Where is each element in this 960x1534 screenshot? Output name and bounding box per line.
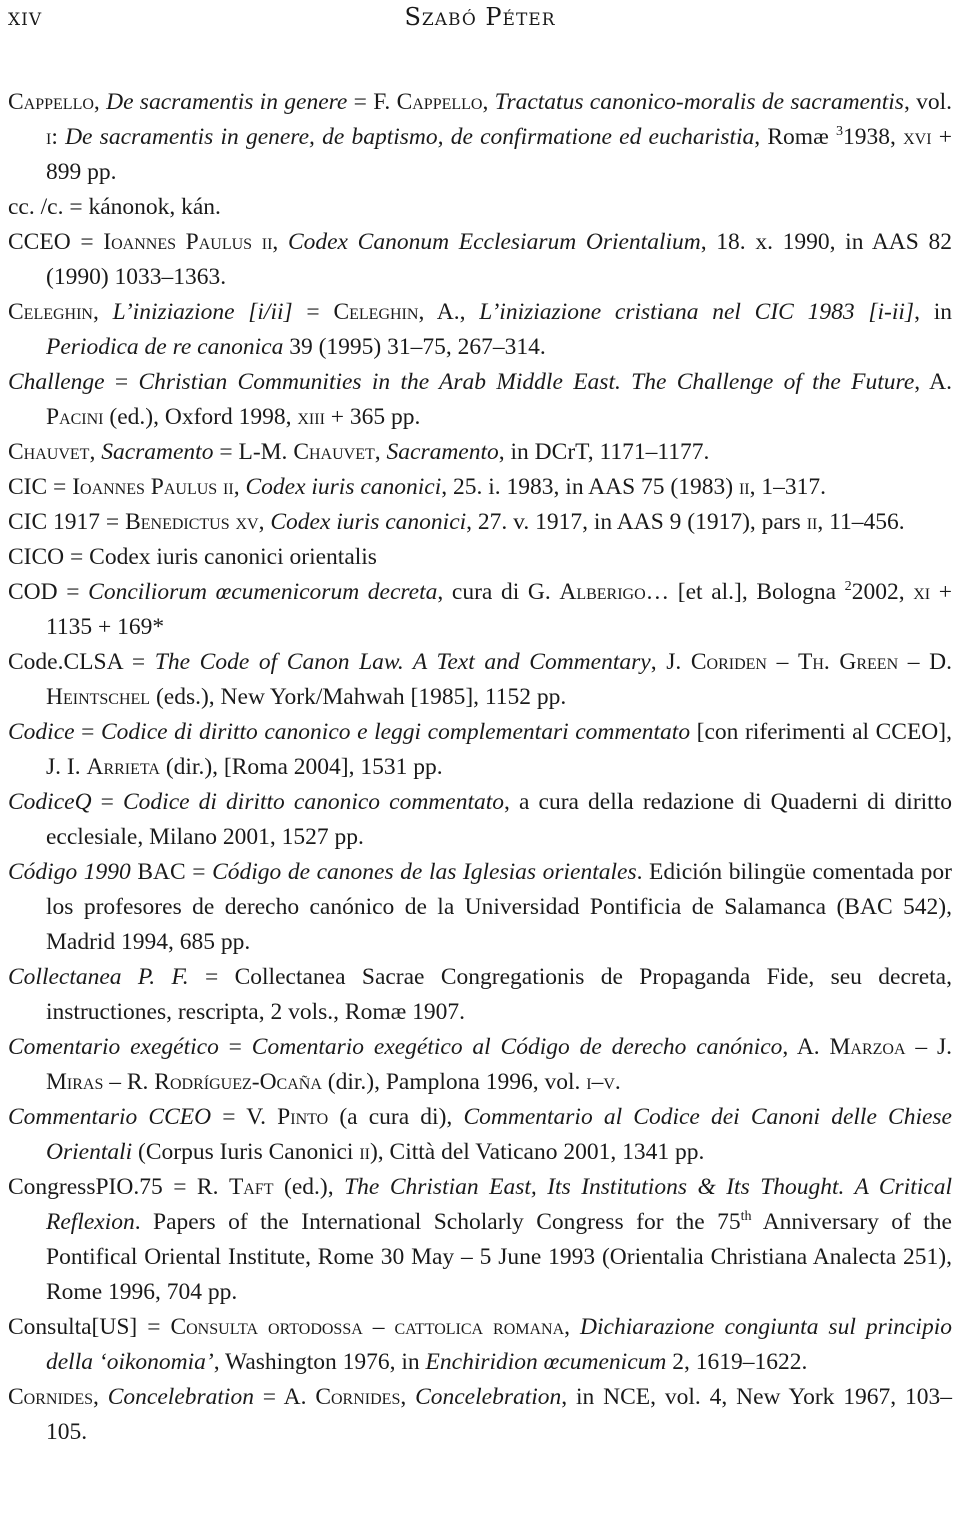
entry-text: cc. /c. = kánonok, kán.: [8, 194, 221, 220]
entry-text: i–v: [586, 1069, 615, 1095]
entry-codiceq: [8, 785, 952, 855]
entry-text: Codice: [8, 719, 75, 745]
entry-text: Concelebration: [107, 1384, 254, 1410]
entry-text: Challenge: [8, 369, 105, 395]
entry-comentario: [8, 1030, 952, 1100]
entry-text: =: [104, 369, 139, 395]
entry-text: 2, 1619–1622.: [666, 1349, 808, 1375]
entry-congresspio: [8, 1170, 952, 1310]
entry-text: (a cura di),: [328, 1104, 464, 1130]
entry-text: Consulta ortodossa – cattolica romana: [170, 1314, 565, 1340]
entry-text: Periodica de re canonica: [46, 334, 284, 360]
entry-text: = L-M.: [213, 439, 294, 465]
entry-text: Benedictus xv: [125, 509, 259, 535]
entry-cod: [8, 575, 952, 645]
entry-text: CodiceQ: [8, 789, 92, 815]
entry-text: Código 1990: [8, 859, 131, 885]
entry-text: – R.: [103, 1069, 155, 1095]
entry-text: Coriden: [690, 649, 767, 675]
entry-text: Rodríguez-Ocaña: [154, 1069, 322, 1095]
entry-text: L’iniziazione [i/ii]: [112, 299, 293, 325]
entry-text: Collectanea P. F.: [8, 964, 189, 990]
entry-text: , A.,: [418, 299, 480, 325]
entry-text: Consulta[US] =: [8, 1314, 171, 1340]
entry-text: =: [74, 719, 101, 745]
entry-text: , Washington 1976, in: [213, 1349, 426, 1375]
entry-text: Celeghin: [8, 299, 93, 325]
entry-text: , 11–456.: [817, 509, 905, 535]
entry-text: Código de canones de las Iglesias orientales: [212, 859, 637, 885]
entry-text: ,: [89, 439, 102, 465]
entry-text: ,: [400, 1384, 416, 1410]
entry-text: Dichiarazione congiunta sul principio della ‘oikonomia’: [46, 1314, 952, 1375]
entry-text: – D.: [898, 649, 952, 675]
entry-text: = V.: [211, 1104, 278, 1130]
entry-text: Heintschel: [46, 684, 151, 710]
entry-text: = Collectanea Sacrae Congregationis de Propaganda Fide, seu decreta, instructiones, rescripta, 2 vols., Romæ 1907.: [46, 964, 952, 1025]
entry-text: + 1135 + 169*: [46, 579, 952, 640]
entry-text: Ioannes Paulus ii: [72, 474, 234, 500]
entry-text: Conciliorum œcumenicorum decreta: [88, 579, 438, 605]
entry-text: . Edición bilingüe comentada por los profesores de derecho canónico de la Universidad Pontificia de Salamanca (BAC 542), Madrid 1994, 685 pp.: [46, 859, 952, 955]
entry-text: Pinto: [277, 1104, 329, 1130]
entry-text: Celeghin: [333, 299, 419, 325]
entry-text: – J.: [905, 1034, 952, 1060]
entry-code-clsa: [8, 645, 952, 715]
entry-text: , in: [914, 299, 952, 325]
entry-text: (Corpus Iuris Canonici: [132, 1139, 360, 1165]
entry-text: + 899 pp.: [46, 124, 953, 185]
entry-chauvet: [8, 435, 952, 470]
entry-text: , 27. v. 1917, in AAS 9 (1917), pars: [466, 509, 807, 535]
entry-text: Chauvet: [8, 439, 90, 465]
entry-text: Pacini: [46, 404, 104, 430]
entry-text: … [et al.], Bologna: [645, 579, 845, 605]
entry-text: Cappello: [396, 89, 483, 115]
entry-text: Ioannes Paulus ii: [103, 229, 273, 255]
entry-text: 1938,: [843, 124, 904, 150]
entry-text: th: [740, 1208, 752, 1225]
entry-text: Commentario CCEO: [8, 1104, 212, 1130]
entry-text: ii: [359, 1139, 370, 1165]
entry-text: ii: [806, 509, 818, 535]
entry-text: Marzoa: [829, 1034, 906, 1060]
entry-text: De sacramentis in genere: [106, 89, 348, 115]
entry-text: xvi: [903, 124, 932, 150]
entry-text: =: [91, 789, 123, 815]
entry-codigo-1990: [8, 855, 952, 960]
entry-text: Cornides: [315, 1384, 401, 1410]
entry-text: ii: [738, 474, 750, 500]
entry-cico: [8, 540, 952, 575]
entry-text: Tractatus canonico-moralis de sacramentis: [494, 89, 904, 115]
entry-text: ,: [233, 474, 246, 500]
entry-text: ,: [93, 89, 107, 115]
entry-text: (ed.),: [273, 1174, 345, 1200]
entry-text: Concelebration: [415, 1384, 562, 1410]
entry-cic1917: [8, 505, 952, 540]
entry-text: ,: [258, 509, 271, 535]
entry-text: (ed.), Oxford 1998,: [103, 404, 298, 430]
entry-text: :: [51, 124, 66, 150]
running-head: Szabó Péter: [404, 3, 556, 31]
entry-text: = A.: [253, 1384, 316, 1410]
entry-text: 3: [835, 123, 844, 140]
entry-text: 2002,: [851, 579, 914, 605]
page-number: xiv: [8, 3, 43, 31]
entry-text: ,: [482, 89, 495, 115]
entry-text: , Romæ: [754, 124, 836, 150]
entry-text: Chauvet: [293, 439, 375, 465]
entry-text: ,: [374, 439, 387, 465]
entry-text: Anniversary of the Pontifical Oriental Institute, Rome 30 May – 5 June 1993 (Orientalia Christiana Analecta 251), Rome 1996, 704 pp.: [46, 1209, 952, 1305]
entry-text: Codex Canonum Ecclesiarum Orientalium: [287, 229, 701, 255]
entry-cic: [8, 470, 952, 505]
entry-text: Sacramento: [386, 439, 499, 465]
entry-text: Taft: [228, 1174, 274, 1200]
entry-text: + 365 pp.: [324, 404, 421, 430]
entry-text: xi: [913, 579, 931, 605]
entry-text: .: [614, 1069, 621, 1095]
entry-text: , cura di G.: [437, 579, 560, 605]
entry-text: The Code of Canon Law. A Text and Commentary: [154, 649, 651, 675]
entry-text: Code.CLSA =: [8, 649, 155, 675]
entry-cceo: [8, 225, 952, 295]
entry-text: , in DCrT, 1171–1177.: [498, 439, 710, 465]
entry-text: Arrieta: [86, 754, 160, 780]
entry-text: –: [766, 649, 798, 675]
entry-text: =: [292, 299, 334, 325]
entry-text: ,: [93, 1384, 108, 1410]
entry-text: Codex iuris canonici: [245, 474, 442, 500]
page-header: [0, 0, 960, 34]
entry-text: (dir.), [Roma 2004], 1531 pp.: [159, 754, 443, 780]
entry-text: Comentario exegético: [8, 1034, 219, 1060]
entry-cornides: [8, 1380, 952, 1450]
entry-text: Christian Communities in the Arab Middle East. The Challenge of the Future: [138, 369, 915, 395]
entry-text: L’iniziazione cristiana nel CIC 1983 [i-ii]: [479, 299, 915, 325]
entry-text: Codice di diritto canonico commentato: [123, 789, 505, 815]
entry-text: ,: [272, 229, 288, 255]
entry-text: Miras: [46, 1069, 104, 1095]
entry-text: De sacramentis in genere, de baptismo, de confirmatione ed eucharistia: [65, 124, 755, 150]
entry-text: CIC =: [8, 474, 73, 500]
entry-text: Enchiridion œcumenicum: [425, 1349, 667, 1375]
entry-text: Commentario al Codice dei Canoni delle Chiese Orientali: [46, 1104, 952, 1165]
entry-text: , 1–317.: [749, 474, 826, 500]
entry-text: CIC 1917 =: [8, 509, 126, 535]
entry-commentario-cceo: [8, 1100, 952, 1170]
entry-text: , A.: [914, 369, 952, 395]
entry-text: = F.: [347, 89, 397, 115]
entry-text: =: [218, 1034, 252, 1060]
entry-text: ,: [564, 1314, 581, 1340]
entry-text: [con riferimenti al CCEO], J. I.: [46, 719, 952, 780]
entry-text: i: [46, 124, 52, 150]
entry-cc: [8, 190, 952, 225]
entry-text: , A.: [782, 1034, 830, 1060]
entry-text: CCEO =: [8, 229, 104, 255]
entry-text: , a cura della redazione di Quaderni di diritto ecclesiale, Milano 2001, 1527 pp.: [46, 789, 952, 850]
entry-text: Comentario exegético al Código de derecho canónico: [251, 1034, 783, 1060]
entry-text: Cornides: [8, 1384, 94, 1410]
entry-text: 39 (1995) 31–75, 267–314.: [283, 334, 546, 360]
entry-text: Cappello: [8, 89, 94, 115]
entry-text: BAC =: [130, 859, 213, 885]
entry-text: , 18. x. 1990, in AAS 82 (1990) 1033–1363.: [46, 229, 953, 290]
entry-text: ), Città del Vaticano 2001, 1341 pp.: [369, 1139, 705, 1165]
entry-consulta: [8, 1310, 952, 1380]
entry-cappello: [8, 85, 952, 190]
entry-text: , vol.: [903, 89, 953, 115]
entry-text: Sacramento: [101, 439, 214, 465]
entry-collectanea: [8, 960, 952, 1030]
entry-text: Th. Green: [797, 649, 899, 675]
entry-text: CICO = Codex iuris canonici orientalis: [8, 544, 377, 570]
entry-text: CongressPIO.75 = R.: [8, 1174, 229, 1200]
entry-text: The Christian East, Its Institutions & Its Thought. A Critical Reflexion: [46, 1174, 952, 1235]
entry-text: 2: [844, 578, 852, 595]
entry-text: . Papers of the International Scholarly Congress for the 75: [134, 1209, 741, 1235]
entry-text: , in NCE, vol. 4, New York 1967, 103–105.: [46, 1384, 952, 1445]
entry-text: COD =: [8, 579, 89, 605]
entry-text: Codex iuris canonici: [270, 509, 467, 535]
entry-text: xiii: [297, 404, 325, 430]
entry-text: Codice di diritto canonico e leggi complementari commentato: [101, 719, 691, 745]
abbreviations-list: [8, 85, 952, 1450]
entry-challenge: [8, 365, 952, 435]
entry-text: (eds.), New York/Mahwah [1985], 1152 pp.: [150, 684, 567, 710]
entry-codice: [8, 715, 952, 785]
entry-text: , 25. i. 1983, in AAS 75 (1983): [441, 474, 739, 500]
entry-text: (dir.), Pamplona 1996, vol.: [321, 1069, 587, 1095]
entry-celeghin: [8, 295, 952, 365]
entry-text: ,: [93, 299, 113, 325]
entry-text: , J.: [650, 649, 691, 675]
entry-text: Alberigo: [559, 579, 646, 605]
